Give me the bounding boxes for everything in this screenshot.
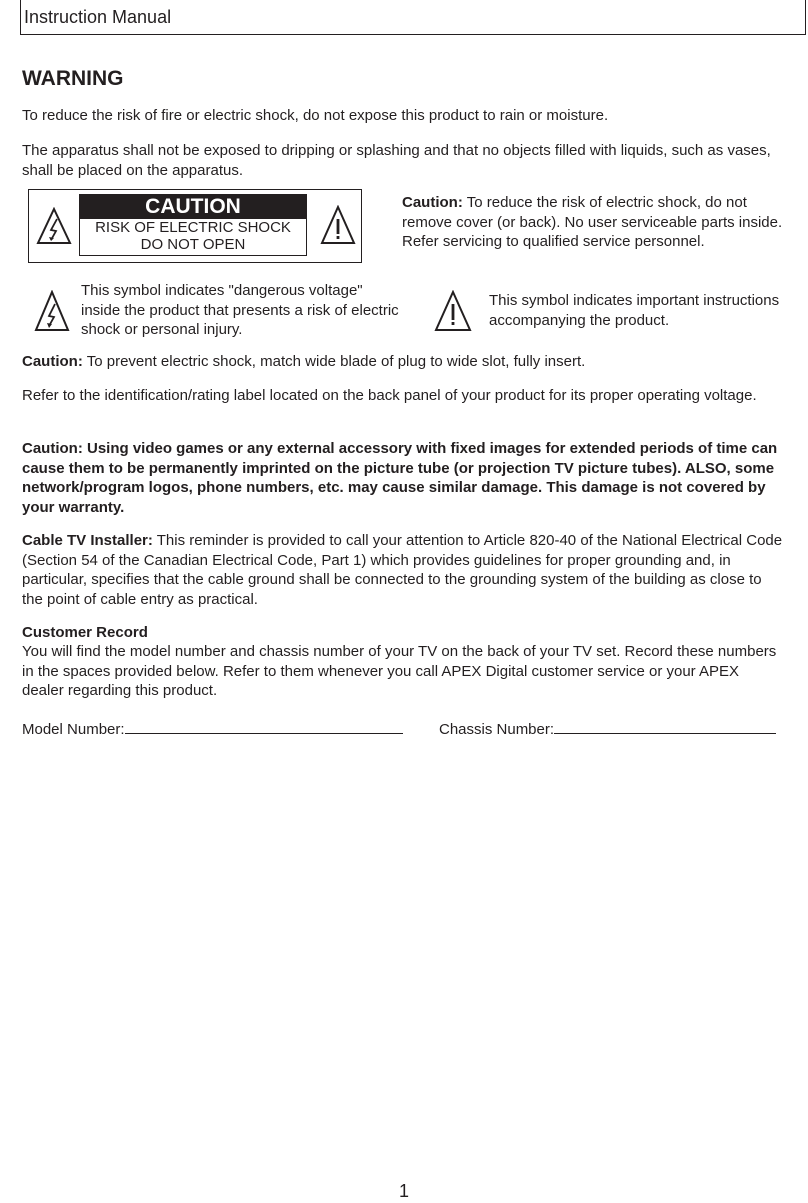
plug-caution-lead: Caution: xyxy=(22,353,83,370)
chassis-number-field xyxy=(439,718,776,740)
warning-title: WARNING xyxy=(22,67,124,90)
caution-cover-body: To reduce the risk of electric shock, do not remove cover (or back). No user serviceable parts inside. Refer servicing to qualified service personnel. xyxy=(402,194,783,250)
rating-label-paragraph: Refer to the identification/rating label located on the back panel of your product for its proper operating voltage. xyxy=(22,387,757,404)
chassis-number-label: Chassis Number: xyxy=(439,721,555,738)
exclamation-warning-icon xyxy=(320,205,356,245)
voltage-symbol-description: This symbol indicates "dangerous voltage" inside the product that presents a risk of electric shock or personal injury. xyxy=(81,282,399,338)
plug-caution-body: To prevent electric shock, match wide blade of plug to wide slot, fully insert. xyxy=(82,353,586,370)
page-header-title: Instruction Manual xyxy=(24,7,172,27)
model-number-blank xyxy=(125,718,403,734)
caution-line-1: RISK OF ELECTRIC SHOCK xyxy=(95,219,291,236)
important-symbol-description: This symbol indicates important instructions accompanying the product. xyxy=(489,292,780,329)
video-games-caution: Caution: Using video games or any external accessory with fixed images for extended periods of time can cause them to be permanently imprinted on the picture tube (or projection TV picture tubes). ALSO, some network/program logos, phone numbers, etc. may cause similar damage. This damage is not covered by your warranty. xyxy=(22,440,778,516)
cable-installer-body: This reminder is provided to call your attention to Article 820-40 of the National Electrical Code (Section 54 of the Canadian Electrical Code, Part 1) which provides guidelines for proper grounding and, in particular, specifies that the cable ground shall be connected to the grounding system of the building as close to the point of cable entry as practical. xyxy=(22,532,783,608)
caution-label-box xyxy=(28,189,362,263)
caution-heading: CAUTION xyxy=(80,195,306,219)
cable-installer-paragraph xyxy=(22,531,784,609)
page-number: 1 xyxy=(399,1181,410,1201)
chassis-number-blank xyxy=(554,718,776,734)
model-number-field xyxy=(22,718,403,740)
caution-cover-lead: Caution: xyxy=(402,194,463,211)
warning-paragraph-1: To reduce the risk of fire or electric shock, do not expose this product to rain or moisture. xyxy=(22,107,609,124)
customer-record-text: You will find the model number and chassis number of your TV on the back of your TV set. Record these numbers in the spaces provided below. Refer to them whenever you call APEX Digital customer service or your APEX dealer regarding this product. xyxy=(22,643,777,699)
plug-caution xyxy=(22,352,784,372)
header-box xyxy=(20,0,806,35)
lightning-warning-icon xyxy=(36,207,72,245)
model-number-label: Model Number: xyxy=(22,721,125,738)
exclamation-warning-icon xyxy=(434,290,472,332)
customer-record-title: Customer Record xyxy=(22,624,148,641)
warning-paragraph-2: The apparatus shall not be exposed to dripping or splashing and that no objects filled with liquids, such as vases, shall be placed on the apparatus. xyxy=(22,142,771,179)
caution-cover-text xyxy=(402,193,792,252)
lightning-warning-icon xyxy=(34,290,70,332)
caution-line-2: DO NOT OPEN xyxy=(140,236,246,253)
cable-installer-lead: Cable TV Installer: xyxy=(22,532,153,549)
caution-label xyxy=(79,194,307,256)
